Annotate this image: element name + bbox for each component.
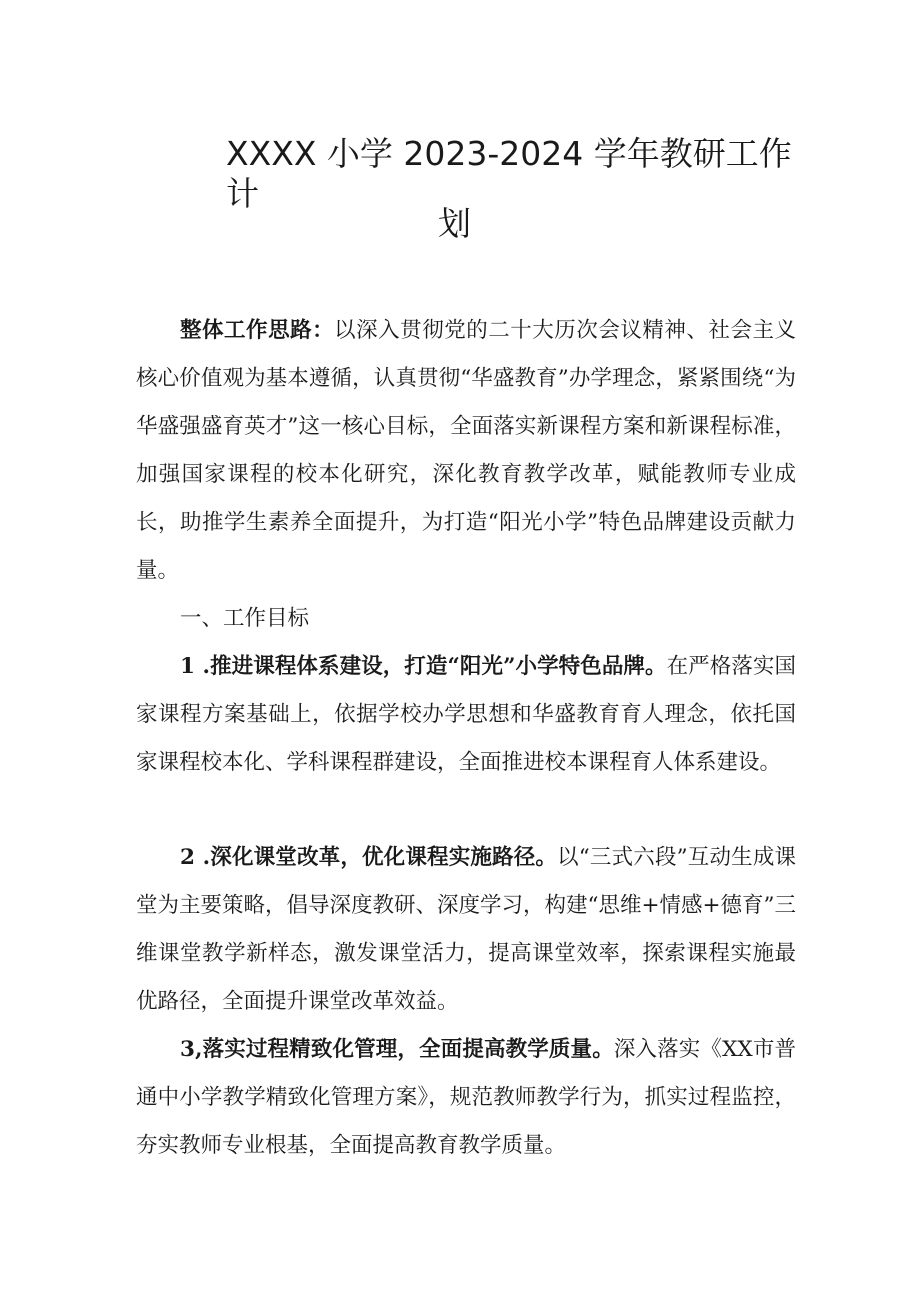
goal-item-1 <box>136 643 796 787</box>
document-title-line-1: XXXX 小学 2023-2024 学年教研工作计 <box>226 134 792 213</box>
goal-item-2-text: 以“三式六段”互动生成课堂为主要策略，倡导深度教研、深度学习，构建“思维+情感+德育”三维课堂教学新样态，激发课堂活力，提高课堂效率，探索课程实施最优路径，全面提升课堂改革效益。 <box>136 845 797 1014</box>
goal-item-3 <box>136 1026 796 1170</box>
document-title-line-2: 划 <box>438 204 471 243</box>
goal-item-2-lead: 2 .深化课堂改革，优化课程实施路径。 <box>180 845 558 870</box>
section-heading-goals: 一、工作目标 <box>180 606 310 631</box>
intro-paragraph <box>136 307 796 595</box>
goal-item-2 <box>136 834 796 1026</box>
intro-text: 以深入贯彻党的二十大历次会议精神、社会主义核心价值观为基本遵循，认真贯彻“华盛教育”办学理念，紧紧围绕“为华盛强盛育英才”这一核心目标，全面落实新课程方案和新课程标准，加强国家课程的校本化研究，深化教育教学改革，赋能教师专业成长，助推学生素养全面提升，为打造“阳光小学”特色品牌建设贡献力量。 <box>136 318 796 583</box>
goal-item-3-text: 深入落实《XX市普通中小学教学精致化管理方案》，规范教师教学行为，抓实过程监控，夯实教师专业根基，全面提高教育教学质量。 <box>136 1037 796 1158</box>
goal-item-1-lead: 1 .推进课程体系建设，打造“阳光”小学特色品牌。 <box>180 654 667 679</box>
goal-item-1-text: 在严格落实国家课程方案基础上，依据学校办学思想和华盛教育育人理念，依托国家课程校本化、学科课程群建设，全面推进校本课程育人体系建设。 <box>136 654 796 775</box>
goal-item-3-lead: 3,落实过程精致化管理，全面提高教学质量。 <box>180 1037 614 1062</box>
intro-lead: 整体工作思路： <box>180 318 335 343</box>
